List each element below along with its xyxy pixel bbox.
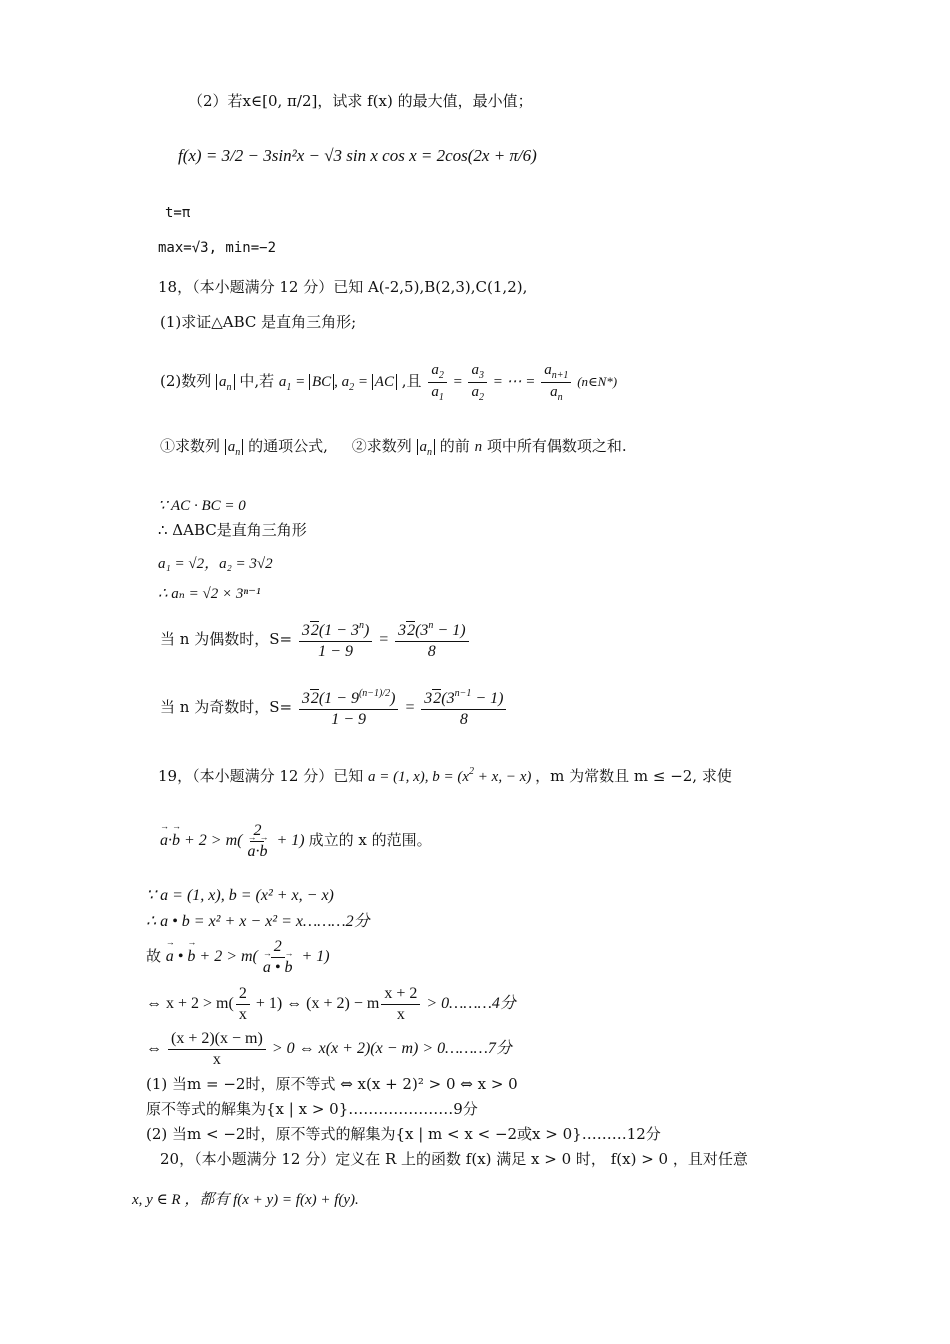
q19-step5	[146, 1030, 512, 1068]
sub1-text: 的通项公式,	[248, 437, 328, 455]
q20-line2-text: x, y ∈ R ，都有 f(x + y) = f(x) + f(y).	[132, 1192, 359, 1208]
q18-sol-dot	[158, 497, 246, 515]
q18-sol-a1a2	[158, 555, 273, 573]
sol-dot-product: ∵ AC · BC = 0	[158, 498, 246, 514]
sub2-prefix: ②求数列	[351, 437, 412, 455]
q18-part2-mid1: 中,若	[239, 371, 275, 390]
step3-formula: → a • → b + 2 > m( 2 → a • → b + 1)	[166, 948, 330, 965]
sol-a1-a2: a₁ = √2，a₂ = 3√2	[158, 556, 273, 572]
q18-part2-prefix: (2)数列	[160, 371, 212, 390]
case1-text: (1) 当m = −2时，原不等式 ⇔ x(x + 2)² > 0 ⇔ x > 0	[146, 1075, 518, 1093]
sequence-an: $a_n$	[225, 439, 244, 455]
fx-formula	[178, 146, 537, 166]
q19-step3	[146, 938, 330, 976]
q20-line2	[132, 1191, 359, 1209]
q20-heading	[160, 1150, 748, 1168]
q19-heading-text: 19，（本小题满分 12 分）已知	[158, 767, 364, 785]
q18-part1	[160, 313, 356, 331]
q18-sol-right	[158, 521, 307, 539]
sequence-an: $a_n$	[417, 439, 436, 455]
step4-tail: > 0………4分	[426, 994, 516, 1012]
maxmin-text: max=√3, min=−2	[158, 240, 277, 256]
a1-a2-definition: $a_1$ = BC , $a_2$ = AC	[279, 374, 397, 390]
q18-part2-mid2: ,且	[401, 371, 422, 390]
q19-vectors: a = (1, x), $b = (x^2 + x$, − x)	[368, 766, 536, 785]
q18-subquestions	[160, 437, 627, 459]
odd-sum-formula: $\frac{32(1 - 9^{(n-1)/2})}{1 - 9}$ = $\frac{32(3^{n-1} - 1)}{8}$	[297, 699, 509, 716]
n-domain: (n∈N*)	[577, 373, 618, 389]
period-line	[165, 205, 190, 222]
even-label: 当 n 为偶数时，S=	[160, 629, 293, 648]
even-sum-formula: $\frac{32(1 - 3^n)}{1 - 9}$ = $\frac{32(3^n - 1)}{8}$	[297, 631, 471, 648]
q19-step1	[146, 886, 334, 905]
fx-formula-text: f(x) = 3/2 − 3sin²x − √3 sin x cos x = 2cos(2x + π/6)	[178, 146, 537, 165]
q19-goal-text: 成立的 x 的范围。	[308, 830, 432, 849]
step5-formula: ⇔ $\frac{(x + 2)(x - m)}{x}$	[146, 1040, 272, 1057]
q18-sol-an	[158, 585, 261, 603]
ratio-condition: $\frac{a_2}{a_1}$ = $\frac{a_3}{a_2}$ = ⋯ = $\frac{a_{n+1}}{a_n}$	[426, 374, 577, 390]
sol-right-triangle: ∴ ΔABC是直角三角形	[158, 521, 307, 539]
q19-inequality: → a·→ b + 2 > m( 2 → a·→ b + 1)	[160, 832, 309, 849]
odd-label: 当 n 为奇数时，S=	[160, 697, 293, 716]
step1-text: ∵ a = (1, x), b = (x² + x, − x)	[146, 887, 334, 904]
q19-case1-result	[146, 1100, 478, 1118]
q19-step4	[146, 985, 516, 1023]
q19-step2	[146, 912, 370, 931]
case1-result-text: 原不等式的解集为{x | x > 0}…………………9分	[146, 1100, 478, 1118]
sequence-an: $a_n$	[216, 374, 235, 390]
sub2-end: 项中所有偶数项之和.	[486, 437, 627, 455]
q19-heading	[158, 766, 732, 786]
q18-even-sum	[160, 620, 471, 660]
case2-text: (2) 当m < −2时，原不等式的解集为{x | m < x < −2或x > 0}………12分	[146, 1125, 661, 1143]
part2-question	[188, 92, 533, 110]
maxmin-line	[158, 240, 276, 257]
n-var: n	[474, 439, 483, 455]
q19-condition: ，m 为常数且 m ≤ −2, 求使	[535, 767, 732, 785]
step4-formula: ⇔ x + 2 > m( $\frac{2}{x}$ + 1) ⇔ (x + 2) − m $\frac{x + 2}{x}$	[146, 995, 426, 1012]
q18-heading	[158, 278, 527, 296]
sol-an-formula: ∴ aₙ = √2 × 3ⁿ⁻¹	[158, 586, 261, 602]
step2-text: ∴ a • b = x² + x − x² = x………2分	[146, 913, 370, 930]
sub1-prefix: ①求数列	[160, 437, 221, 455]
step5-tail: > 0 ⇔ x(x + 2)(x − m) > 0………7分	[271, 1039, 512, 1057]
q18-part2	[160, 362, 617, 403]
q18-heading-text: 18，（本小题满分 12 分）已知 A(-2,5),B(2,3),C(1,2),	[158, 278, 528, 296]
q19-case1	[146, 1075, 518, 1093]
period-text: t=π	[165, 205, 191, 221]
q18-part1-text: (1)求证△ABC 是直角三角形;	[160, 313, 357, 331]
q19-goal	[160, 822, 432, 860]
q19-case2	[146, 1125, 661, 1143]
part2-question-text: （2）若x∈[0, π/2]，试求 f(x) 的最大值，最小值；	[188, 92, 533, 110]
q18-odd-sum	[160, 688, 508, 728]
q20-heading-text: 20，（本小题满分 12 分）定义在 R 上的函数 f(x) 满足 x > 0 时， f(x) > 0 ，且对任意	[160, 1150, 748, 1168]
sub2-mid: 的前	[439, 437, 470, 455]
step3-prefix: 故	[146, 946, 162, 965]
